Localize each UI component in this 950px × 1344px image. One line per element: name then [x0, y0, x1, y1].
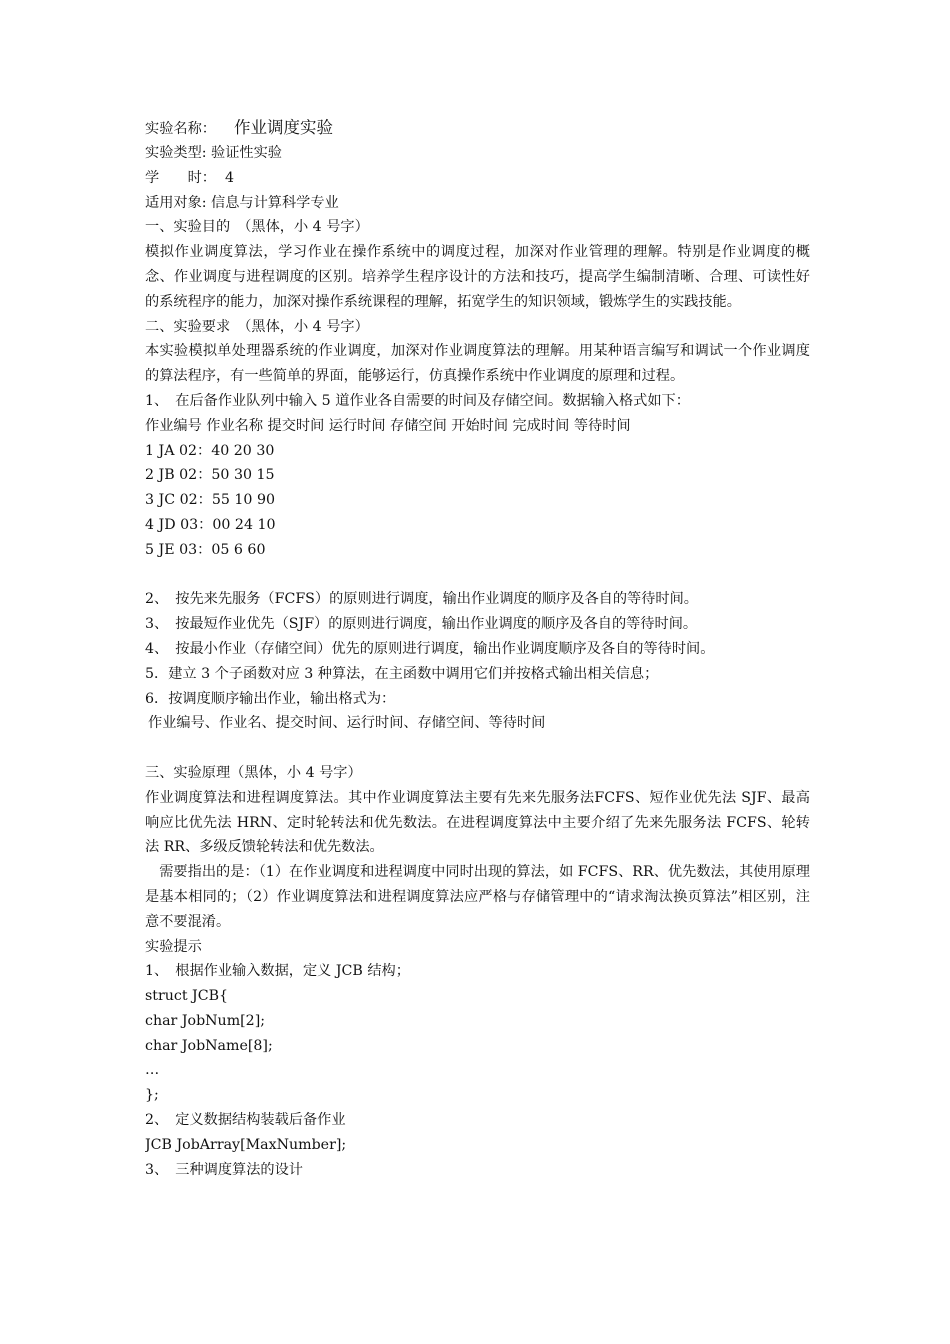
section-3-body-2: 需要指出的是：（1）在作业调度和进程调度中同时出现的算法，如 FCFS、RR、优先数法，其使用原理是基本相同的；（2）作业调度算法和进程调度算法应严格与存储管理中的“请求淘汰换页算法”相区别，注意不要混淆。: [145, 864, 810, 930]
hint-item-2: 2、 定义数据结构装载后备作业: [145, 1112, 346, 1129]
spacer: [145, 736, 810, 761]
requirement-item-5: 5．建立 3 个子函数对应 3 种算法，在主函数中调用它们并按格式输出相关信息；: [145, 665, 659, 682]
section-2-body: 本实验模拟单处理器系统的作业调度，加深对作业调度算法的理解。用某种语言编写和调试一个作业调度的算法程序，有一些简单的界面，能够运行，仿真操作系统中作业调度的原理和过程。: [145, 343, 810, 385]
hint-item-1: 1、 根据作业输入数据，定义 JCB 结构；: [145, 963, 410, 980]
experiment-hours-row: [145, 166, 810, 191]
code-line: …: [145, 1062, 160, 1079]
code-line: char JobName[8];: [145, 1037, 273, 1054]
experiment-hours-value: 4: [224, 169, 235, 186]
code-line: JCB JobArray[MaxNumber];: [145, 1136, 347, 1153]
hints-heading: 实验提示: [145, 938, 202, 955]
code-line: char JobNum[2];: [145, 1012, 266, 1029]
spacer: [145, 563, 810, 588]
job-row: 1 JA 02：40 20 30: [145, 442, 275, 459]
experiment-name-row: [145, 114, 810, 141]
job-row: 5 JE 03：05 6 60: [145, 541, 266, 558]
section-3-body-1: 作业调度算法和进程调度算法。其中作业调度算法主要有先来先服务法FCFS、短作业优先法 SJF、最高响应比优先法 HRN、定时轮转法和优先数法。在进程调度算法中主要介绍了先来先服务法 FCFS、轮转法 RR、多级反馈轮转法和优先数法。: [145, 789, 810, 856]
output-format: 作业编号、作业名、提交时间、运行时间、存储空间、等待时间: [148, 715, 546, 732]
job-table-header: 作业编号 作业名称 提交时间 运行时间 存储空间 开始时间 完成时间 等待时间: [145, 417, 631, 434]
code-line: struct JCB{: [145, 988, 229, 1005]
requirement-item-1: 1、 在后备作业队列中输入 5 道作业各自需要的时间及存储空间。数据输入格式如下：: [145, 392, 690, 409]
section-2-heading: 二、实验要求 （黑体，小 4 号字）: [145, 318, 369, 335]
job-row: 2 JB 02：50 30 15: [145, 467, 275, 484]
requirement-item-6: 6．按调度顺序输出作业，输出格式为：: [145, 690, 396, 707]
job-row: 3 JC 02：55 10 90: [145, 492, 276, 509]
section-1-body: 模拟作业调度算法，学习作业在操作系统中的调度过程，加深对作业管理的理解。特别是作业调度的概念、作业调度与进程调度的区别。培养学生程序设计的方法和技巧，提高学生编制清晰、合理、可读性好的系统程序的能力，加深对操作系统课程的理解，拓宽学生的知识领域，锻炼学生的实践技能。: [145, 244, 810, 310]
hint-item-3: 3、 三种调度算法的设计: [145, 1161, 303, 1178]
experiment-name-label: 实验名称：: [145, 121, 216, 137]
document-body: [145, 114, 810, 1182]
experiment-name-value: 作业调度实验: [233, 118, 333, 137]
code-line: };: [145, 1087, 159, 1104]
requirement-item-2: 2、 按先来先服务（FCFS）的原则进行调度，输出作业调度的顺序及各自的等待时间。: [145, 591, 698, 608]
job-row: 4 JD 03：00 24 10: [145, 516, 276, 533]
section-1-heading: 一、实验目的 （黑体，小 4 号字）: [145, 219, 369, 236]
section-3-heading: 三、实验原理（黑体，小 4 号字）: [145, 764, 362, 781]
requirement-item-3: 3、 按最短作业优先（SJF）的原则进行调度，输出作业调度的顺序及各自的等待时间。: [145, 616, 698, 633]
requirement-item-4: 4、 按最小作业（存储空间）优先的原则进行调度，输出作业调度顺序及各自的等待时间。: [145, 640, 715, 657]
experiment-type: 实验类型: 验证性实验: [145, 145, 282, 161]
experiment-hours-label: 学 时：: [145, 169, 216, 186]
experiment-audience: 适用对象: 信息与计算科学专业: [145, 194, 339, 211]
